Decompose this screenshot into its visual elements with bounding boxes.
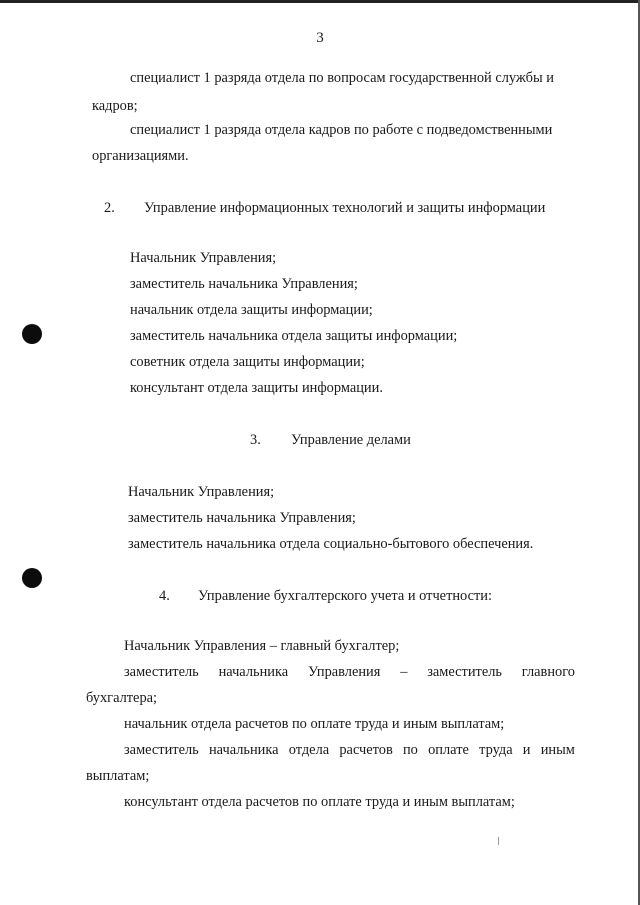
section-2-title: Управление информационных технологий и защиты информации [144, 200, 546, 216]
intro-paragraph-1-cont: кадров; [92, 98, 138, 114]
section-3-item: Начальник Управления; [128, 484, 275, 500]
intro-paragraph-2-cont: организациями. [92, 148, 189, 164]
section-3-title: Управление делами [291, 432, 411, 448]
section-3-item: заместитель начальника Управления; [128, 510, 356, 526]
section-3-item: заместитель начальника отдела социально-бытового обеспечения. [128, 536, 534, 552]
section-2-number: 2. [104, 200, 115, 216]
section-4-item: начальник отдела расчетов по оплате труда и иным выплатам; [124, 716, 505, 732]
section-2-item: начальник отдела защиты информации; [130, 302, 373, 318]
section-2-item: заместитель начальника отдела защиты информации; [130, 328, 458, 344]
section-2-item: консультант отдела защиты информации. [130, 380, 383, 396]
section-4-item: Начальник Управления – главный бухгалтер; [124, 638, 400, 654]
intro-paragraph-1: специалист 1 разряда отдела по вопросам государственной службы и [130, 70, 554, 86]
section-4-number: 4. [159, 588, 170, 604]
section-4-item-justified: заместитель начальника отдела расчетов по оплате труда и иным [124, 742, 575, 758]
section-2-item: заместитель начальника Управления; [130, 276, 358, 292]
punch-hole-icon [22, 568, 42, 588]
scan-speck [498, 837, 499, 845]
scan-top-edge [0, 0, 640, 3]
section-2-item: Начальник Управления; [130, 250, 277, 266]
section-4-title: Управление бухгалтерского учета и отчетности: [198, 588, 492, 604]
section-3-number: 3. [250, 432, 261, 448]
punch-hole-icon [22, 324, 42, 344]
intro-paragraph-2: специалист 1 разряда отдела кадров по работе с подведомственными [130, 122, 553, 138]
page-number: 3 [316, 30, 324, 46]
section-4-item: консультант отдела расчетов по оплате труда и иным выплатам; [124, 794, 515, 810]
section-2-item: советник отдела защиты информации; [130, 354, 365, 370]
section-4-item-cont: выплатам; [86, 768, 150, 784]
section-4-item-justified: заместитель начальника Управления – заместитель главного [124, 664, 575, 680]
section-4-item-cont: бухгалтера; [86, 690, 158, 706]
